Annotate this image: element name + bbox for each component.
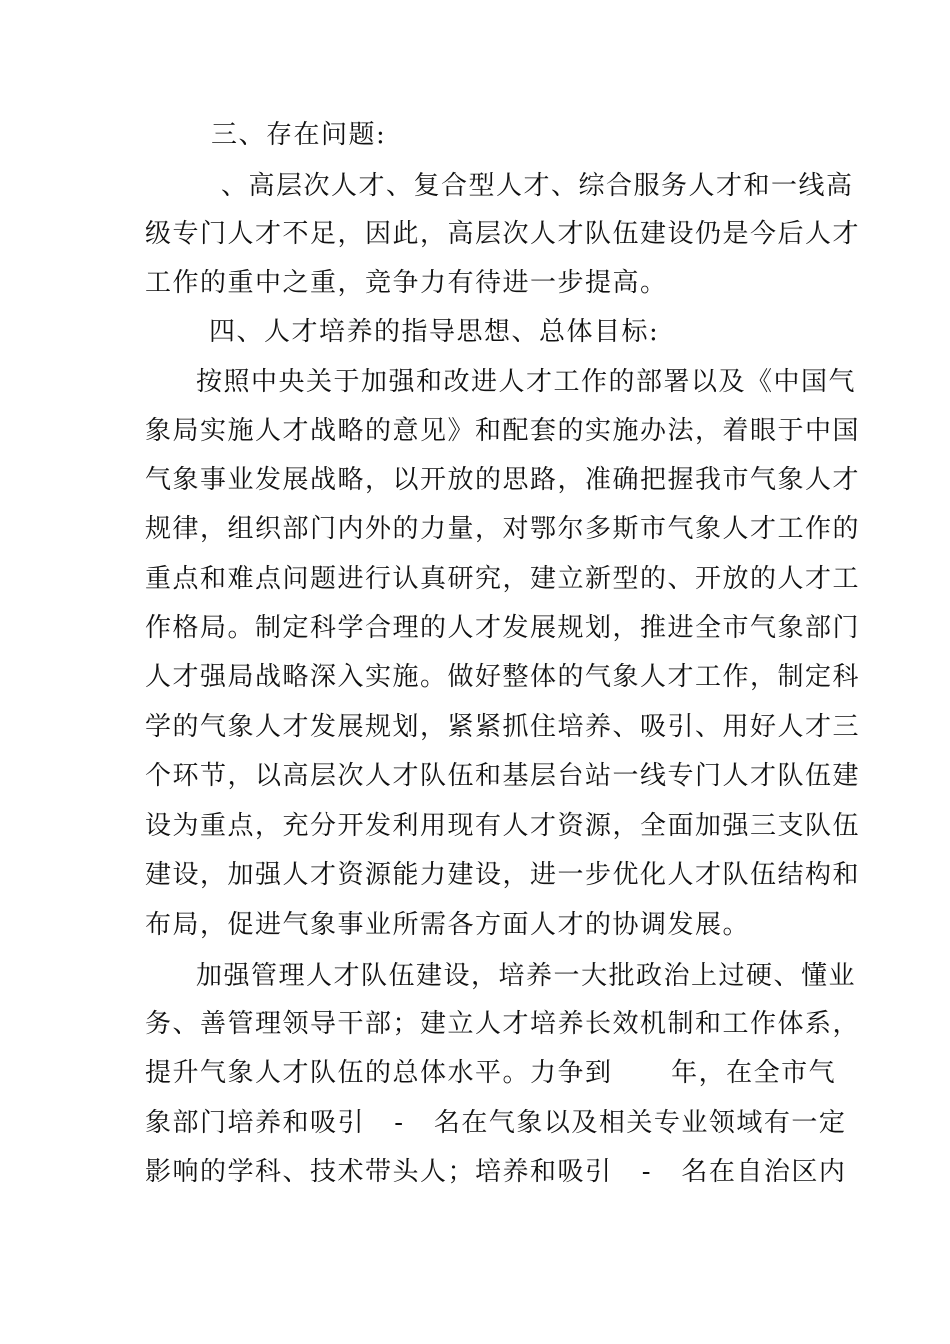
text-line: 作格局。制定科学合理的人才发展规划，推进全市气象部门 <box>145 613 861 643</box>
text-line: 工作的重中之重，竞争力有待进一步提高。 <box>145 268 668 298</box>
text-line: 布局，促进气象事业所需各方面人才的协调发展。 <box>145 910 751 940</box>
text-line: 设为重点，充分开发利用现有人才资源，全面加强三支队伍 <box>145 811 861 841</box>
text-line: 气象事业发展战略，以开放的思路，准确把握我市气象人才 <box>145 465 861 495</box>
text-line: 个环节，以高层次人才队伍和基层台站一线专门人才队伍建 <box>145 761 861 791</box>
text-line: 建设，加强人才资源能力建设，进一步优化人才队伍结构和 <box>145 860 861 890</box>
text-line: 象部门培养和吸引 - 名在气象以及相关专业领域有一定 <box>145 1108 847 1138</box>
text-line: 按照中央关于加强和改进人才工作的部署以及《中国气 <box>196 367 857 397</box>
text-line: 学的气象人才发展规划，紧紧抓住培养、吸引、用好人才三 <box>145 712 861 742</box>
text-line: 影响的学科、技术带头人；培养和吸引 - 名在自治区内 <box>145 1157 847 1187</box>
text-line: 提升气象人才队伍的总体水平。力争到 年，在全市气 <box>145 1058 837 1088</box>
text-line: 务、善管理领导干部；建立人才培养长效机制和工作体系， <box>145 1009 861 1039</box>
text-line: 重点和难点问题进行认真研究，建立新型的、开放的人才工 <box>145 564 861 594</box>
section-heading-problems: 三、存在问题: <box>211 120 387 150</box>
text-line: 级专门人才不足，因此，高层次人才队伍建设仍是今后人才 <box>145 219 861 249</box>
text-line: 加强管理人才队伍建设，培养一大批政治上过硬、懂业 <box>196 961 857 991</box>
text-line: 象局实施人才战略的意见》和配套的实施办法，着眼于中国 <box>145 416 861 446</box>
section-heading-guidelines: 四、人才培养的指导思想、总体目标: <box>209 317 660 347</box>
text-line: 人才强局战略深入实施。做好整体的气象人才工作，制定科 <box>145 662 861 692</box>
text-line: 规律，组织部门内外的力量，对鄂尔多斯市气象人才工作的 <box>145 514 861 544</box>
text-line: 、高层次人才、复合型人才、综合服务人才和一线高 <box>221 171 854 201</box>
